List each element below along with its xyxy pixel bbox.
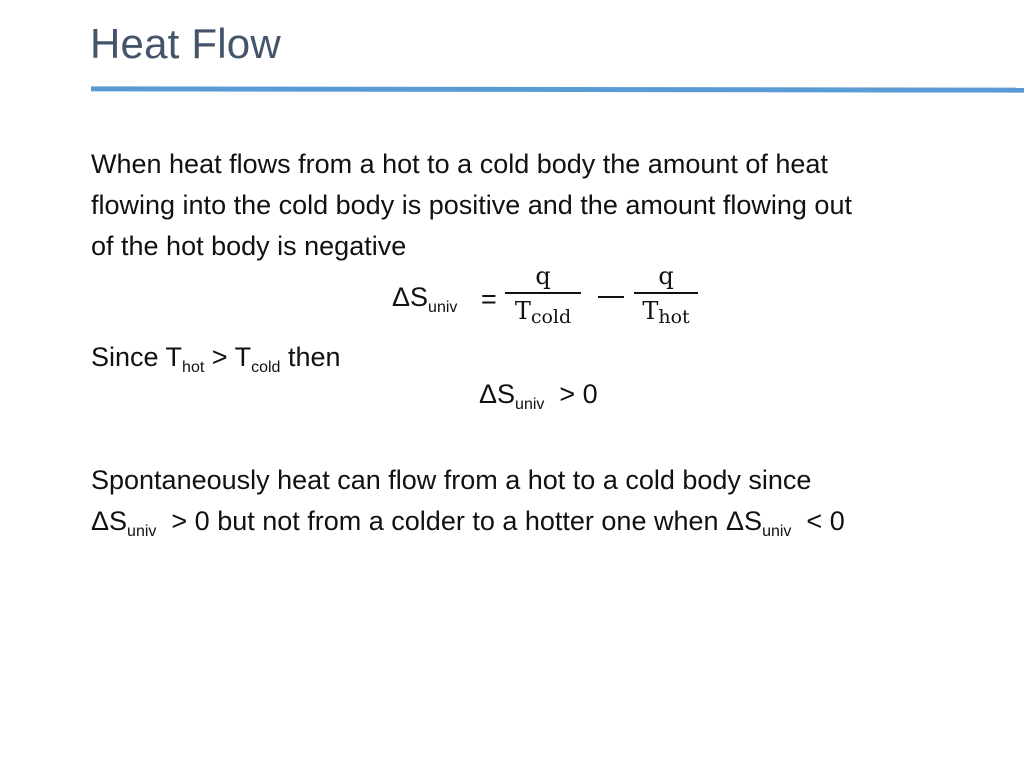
minus-sign: [598, 296, 624, 298]
delta-s-symbol: ΔS: [91, 506, 128, 536]
equation-entropy-positive: [479, 379, 598, 413]
cold-subscript: cold: [530, 306, 572, 328]
hot-subscript: hot: [182, 359, 205, 376]
hot-subscript: hot: [658, 306, 690, 328]
fraction-numerator: q: [658, 262, 674, 290]
since-suffix: then: [280, 342, 341, 372]
intro-line-3: of the hot body is negative: [91, 231, 407, 261]
equals-sign: =: [481, 284, 497, 314]
delta-s-symbol: ΔS: [392, 282, 429, 312]
title-underline: [91, 86, 1024, 92]
fraction-bar: [505, 292, 581, 294]
inequality-rhs: > 0: [544, 379, 598, 409]
conclusion-suffix: < 0: [791, 506, 845, 536]
temperature-symbol: T: [514, 297, 531, 325]
fraction-q-over-tcold: [505, 262, 581, 328]
univ-subscript: univ: [515, 396, 545, 413]
delta-s-symbol: ΔS: [479, 379, 516, 409]
univ-subscript: univ: [762, 523, 792, 540]
conclusion-line-2: [91, 501, 845, 542]
univ-subscript: univ: [428, 299, 458, 316]
temperature-symbol: T: [642, 297, 659, 325]
conclusion-middle: > 0 but not from a colder to a hotter one when ΔS: [156, 506, 763, 536]
slide-title: Heat Flow: [90, 20, 281, 67]
conclusion-line-1: Spontaneously heat can flow from a hot to a cold body since: [91, 465, 812, 495]
since-line: [91, 337, 341, 378]
fraction-bar: [634, 292, 698, 294]
univ-subscript: univ: [127, 523, 157, 540]
intro-line-2: flowing into the cold body is positive and the amount flowing out: [91, 190, 852, 220]
fraction-q-over-thot: [634, 262, 698, 328]
since-prefix: Since T: [91, 342, 183, 372]
fraction-denominator: [514, 297, 572, 328]
since-middle: > T: [204, 342, 252, 372]
cold-subscript: cold: [251, 359, 281, 376]
fraction-numerator: q: [535, 262, 551, 290]
equation-entropy-lhs: [392, 282, 458, 316]
fraction-denominator: [642, 297, 690, 328]
intro-line-1: When heat flows from a hot to a cold body the amount of heat: [91, 149, 828, 179]
